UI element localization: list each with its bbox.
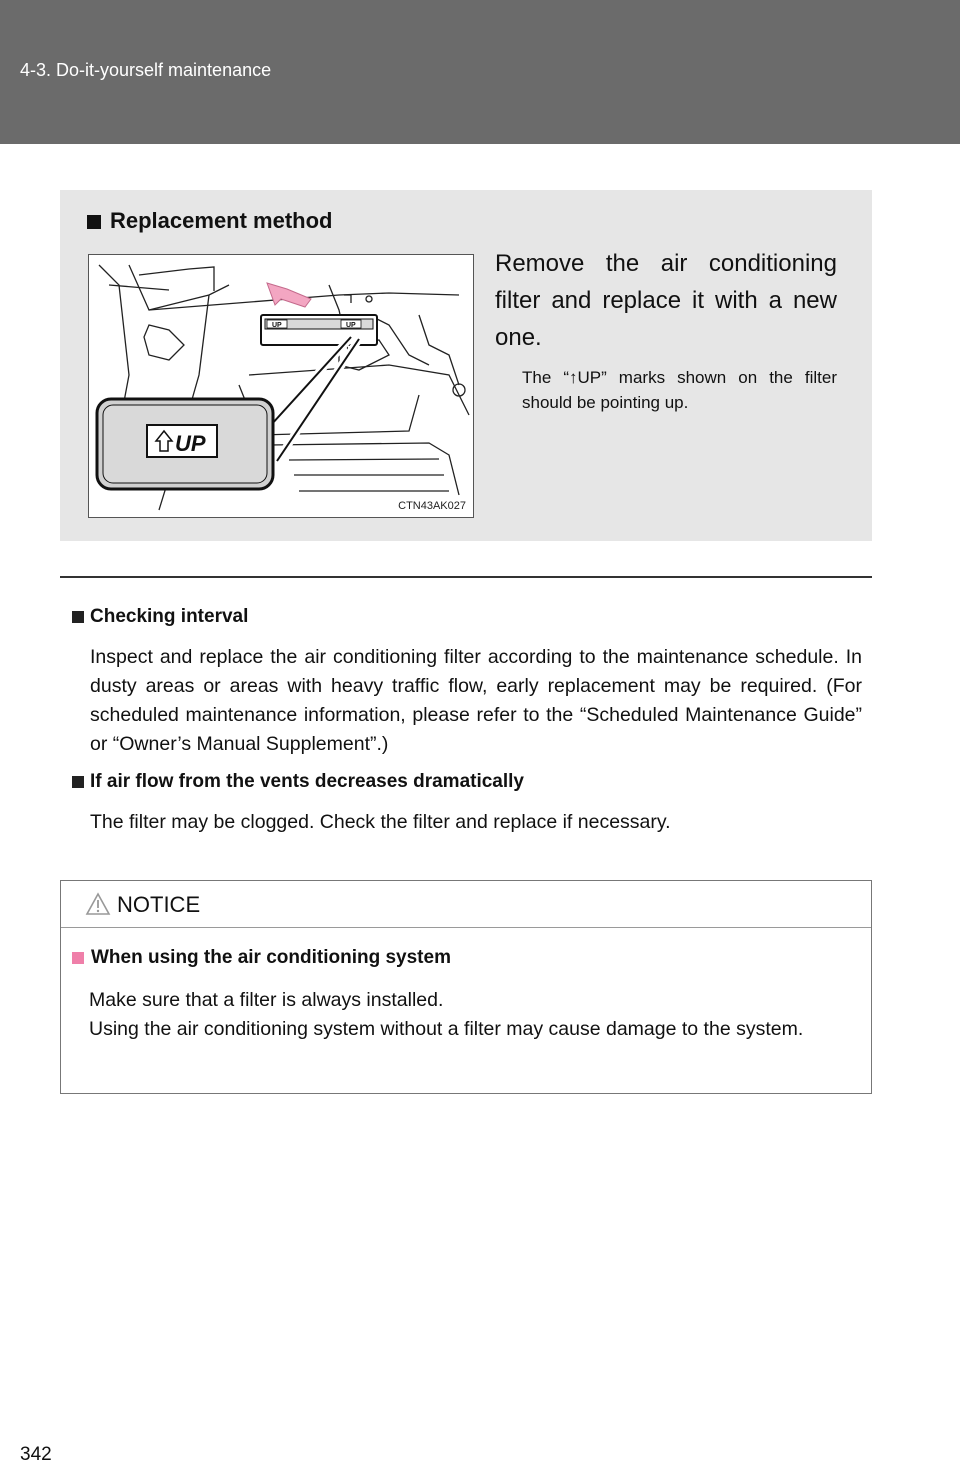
notice-header	[61, 881, 871, 928]
notice-line-2: Using the air conditioning system without a filter may cause damage to the system.	[89, 1018, 804, 1040]
filter-small-up-label-right: UP	[346, 322, 356, 329]
notice-line-1: Make sure that a filter is always installed.	[89, 989, 444, 1011]
section-divider	[60, 576, 872, 578]
square-bullet-icon	[72, 611, 84, 623]
square-bullet-icon	[87, 215, 101, 229]
replacement-note: The “↑UP” marks shown on the filter should be pointing up.	[522, 368, 837, 412]
checking-interval-text: Inspect and replace the air conditioning filter according to the maintenance schedule. In dusty areas or areas with heavy traffic flow, early replacement may be required. (For scheduled maintenance information, please refer to the “Scheduled Maintenance Guide” or “Owner’s Manual Supplement”.)	[90, 646, 862, 755]
replacement-instruction: Remove the air conditioning filter and replace it with a new one.	[495, 250, 837, 351]
filter-up-label: UP	[175, 431, 206, 456]
page-number: 342	[20, 1444, 52, 1465]
filter-small-up-label: UP	[272, 322, 282, 329]
direction-arrow-icon	[267, 283, 311, 307]
airflow-heading-text: If air flow from the vents decreases dramatically	[90, 771, 525, 792]
filter-illustration	[88, 254, 474, 518]
pink-square-bullet-icon	[72, 952, 84, 964]
page-header	[0, 0, 960, 144]
glovebox-filter-drawing	[89, 255, 473, 517]
square-bullet-icon	[72, 776, 84, 788]
warning-icon	[85, 892, 111, 916]
notice-label: NOTICE	[117, 892, 201, 917]
notice-box	[60, 880, 872, 1094]
airflow-text: The filter may be clogged. Check the filter and replace if necessary.	[90, 811, 671, 833]
notice-subheading-text: When using the air conditioning system	[91, 947, 451, 968]
checking-interval-heading-text: Checking interval	[90, 606, 249, 627]
illustration-code: CTN43AK027	[398, 500, 466, 512]
replacement-method-box	[60, 190, 872, 541]
airflow-heading	[72, 771, 524, 793]
replacement-heading-text: Replacement method	[110, 208, 333, 233]
replacement-heading	[87, 208, 333, 234]
chapter-title: 4-3. Do-it-yourself maintenance	[20, 60, 272, 80]
notice-text	[89, 986, 861, 1044]
checking-interval-heading	[72, 606, 248, 628]
notice-subheading	[72, 947, 451, 969]
